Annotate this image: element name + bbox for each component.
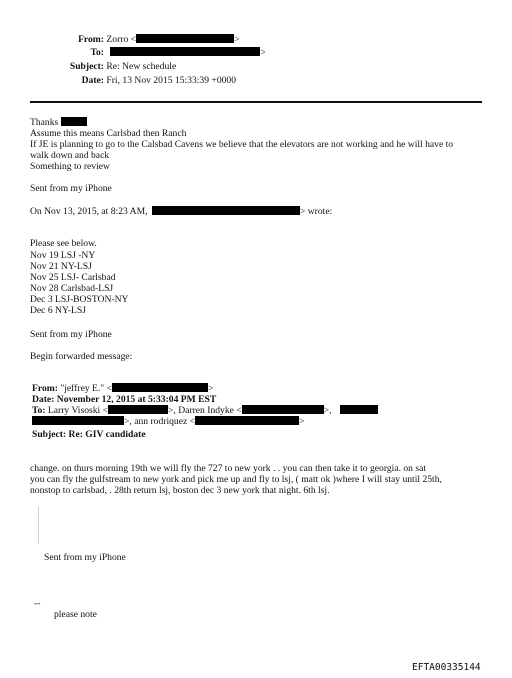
redaction <box>110 47 260 56</box>
document-id: EFTA00335144 <box>412 662 481 673</box>
header-subject-label: Subject: <box>69 61 104 72</box>
fwd-to-label: To: <box>32 405 46 416</box>
header-from-gt: > <box>234 34 240 45</box>
on-date-prefix: On Nov 13, 2015, at 8:23 AM, <box>30 206 148 217</box>
fwd-subject-value: Re: GIV candidate <box>68 429 146 440</box>
redaction <box>242 405 324 414</box>
schedule-item: Dec 6 NY-LSJ <box>30 305 86 316</box>
thanks-text: Thanks <box>30 117 59 128</box>
header-from-label: From: <box>78 34 104 45</box>
redaction <box>108 405 168 414</box>
message-line-2: you can fly the gulfstream to new york and pick me up and fly to lsj, ( matt ok )where I will stay until 25th, <box>30 474 442 485</box>
fwd-subject-label: Subject: <box>32 429 67 440</box>
redaction <box>340 405 378 414</box>
header-date-value: Fri, 13 Nov 2015 15:33:39 +0000 <box>106 75 237 86</box>
fwd-to-value-2: >, Darren Indyke < <box>168 405 242 416</box>
header-date-label: Date: <box>81 75 104 86</box>
quote-bar <box>38 506 39 544</box>
fwd-to-row-2 <box>32 416 304 427</box>
fwd-subject-row <box>32 429 146 440</box>
thanks-line <box>30 117 87 128</box>
fwd-from-value: "jeffrey E." < <box>60 383 113 394</box>
body-line-3: walk down and back <box>30 150 110 161</box>
header-from-value: Zorro < <box>106 34 137 45</box>
fwd-to-row <box>32 405 378 416</box>
redaction <box>32 416 124 425</box>
header-to-row <box>26 47 266 58</box>
fwd-from-row <box>32 383 213 394</box>
message-line-1: change. on thurs morning 19th we will fly the 727 to new york . . you can then take it to georgia. on sat <box>30 463 427 474</box>
forwarded-message-label: Begin forwarded message: <box>30 351 133 362</box>
message-line-3: nonstop to carlsbad, . 28th return lsj, boston dec 3 new york that night. 6th lsj. <box>30 485 330 496</box>
fwd-to-value-3: >, ann rodriquez < <box>124 416 196 427</box>
redaction <box>152 206 300 215</box>
schedule-item: Nov 19 LSJ -NY <box>30 250 96 261</box>
header-to-gt: > <box>260 47 266 58</box>
quoted-intro: Please see below. <box>30 238 97 249</box>
fwd-date-row <box>32 394 216 405</box>
fwd-from-gt: > <box>208 383 214 394</box>
header-divider <box>30 101 482 103</box>
sent-from-iphone-2: Sent from my iPhone <box>30 329 112 340</box>
body-line-2: If JE is planning to go to the Calsbad Cavens we believe that the elevators are not working and he will have to <box>30 139 454 150</box>
fwd-to-gt-2: > <box>299 416 305 427</box>
body-line-1: Assume this means Carlsbad then Ranch <box>30 128 187 139</box>
fwd-date-value: November 12, 2015 at 5:33:04 PM EST <box>56 394 217 405</box>
fwd-to-value-1: Larry Visoski < <box>47 405 109 416</box>
signature-dash: -- <box>34 598 41 609</box>
schedule-item: Nov 21 NY-LSJ <box>30 261 92 272</box>
redaction <box>61 117 87 126</box>
sent-from-iphone-3: Sent from my iPhone <box>44 552 126 563</box>
schedule-item: Nov 25 LSJ- Carlsbad <box>30 272 116 283</box>
on-date-wrote-line <box>30 206 332 217</box>
fwd-date-label: Date: <box>32 394 55 405</box>
header-to-label: To: <box>90 47 104 58</box>
please-note-text: please note <box>54 609 97 620</box>
schedule-item: Nov 28 Carlsbad-LSJ <box>30 283 114 294</box>
fwd-to-gt: >, <box>323 405 332 416</box>
body-line-4: Something to review <box>30 161 110 172</box>
header-subject-row <box>26 61 176 72</box>
on-date-suffix: > wrote: <box>299 206 333 217</box>
redaction <box>195 416 299 425</box>
sent-from-iphone-1: Sent from my iPhone <box>30 183 112 194</box>
header-date-row <box>26 75 236 86</box>
redaction <box>112 383 208 392</box>
header-from-row <box>26 34 239 45</box>
header-subject-value: Re: New schedule <box>106 61 177 72</box>
redaction <box>136 34 234 43</box>
schedule-item: Dec 3 LSJ-BOSTON-NY <box>30 294 129 305</box>
fwd-from-label: From: <box>32 383 58 394</box>
